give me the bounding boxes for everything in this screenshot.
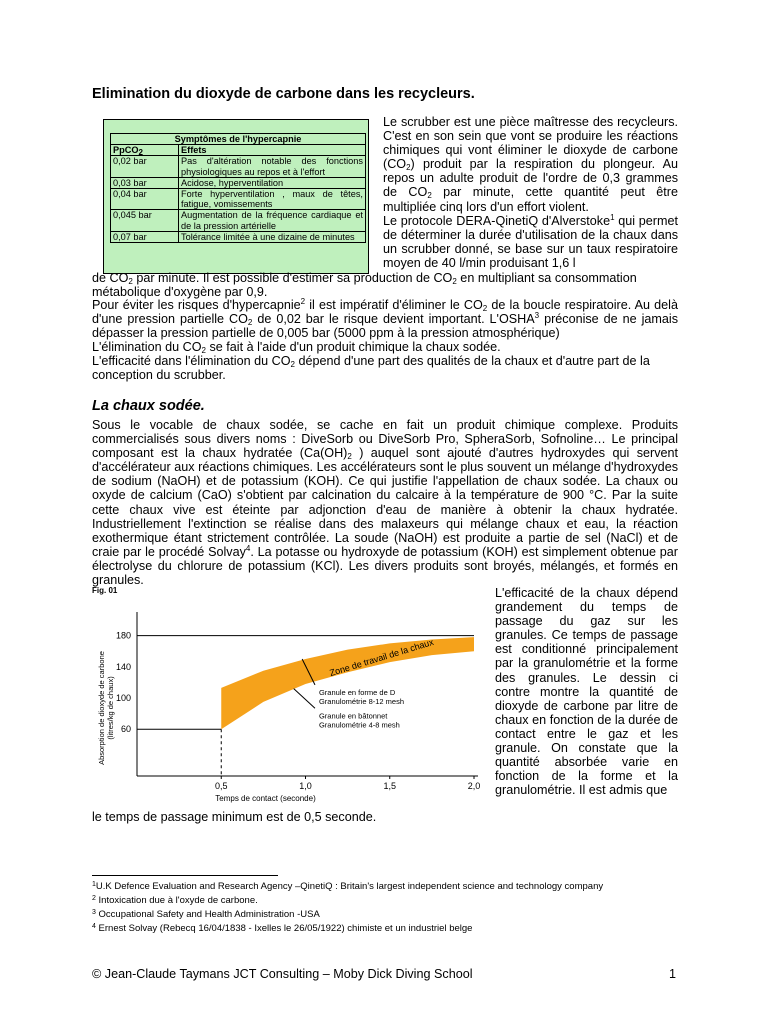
table-row: 0,045 bar Augmentation de la fréquence cardiaque et de la pression artérielle [111,210,366,231]
table-row: 0,04 bar Forte hyperventilation , maux de têtes, fatigue, vomissements [111,189,366,210]
y-axis-label: Absorption de dioxyde de carbone [97,651,106,765]
x-axis-label: Temps de contact (seconde) [215,794,316,803]
table-row: 0,07 bar Tolérance limitée à une dizaine de minutes [111,231,366,242]
annotation-d-line1: Granule en forme de D [318,687,396,697]
intro-side-text [383,115,678,270]
symptom-table [103,119,369,274]
figure-after-text: le temps de passage minimum est de 0,5 seconde. [92,810,377,824]
header-ppco2: PpCO$_2$ [111,145,179,156]
intro-paragraph-3: Pour éviter les risques d'hypercapnie$^2$ il est impératif d'éliminer le $CO_2$ de la boucle respiratoire. Au delà d'une pression partielle $CO_2$ de 0,02 bar le risque devient important. L'OSHA$^3$ préconise de ne jamais dépasser la pression partielle de 0,005 bar (5000 ppm à la pression atmosphérique) L'élimination du $CO_2$ se fait à l'aide d'un produit chimique la chaux sodée. L'efficacité dans l'élimination du $CO_2$ dépend d'une part des qualités de la chaux et d'autre part de la conception du scrubber. [92,297,678,383]
footnote-1: $^1$U.K Defence Evaluation and Research Agency –QinetiQ : Britain's largest independent science and technology company [92,881,604,892]
footnote-2: $^2$ Intoxication due à l'oxyde de carbone. [92,895,258,906]
annotation-stick-line1: Granule en bâtonnet [318,711,388,721]
section2-paragraph: Sous le vocable de chaux sodée, se cache en fait un produit chimique complexe. Produits commercialisés sous divers noms : DiveSorb ou DiveSorb Pro, SpheraSorb, Sofnoline… Le principal composant est la chaux hydratée ($Ca(OH)_2$ ) auquel sont ajouté d'autres hydroxydes qui servent d'accélérateur aux réactions chimiques. Les accélérateurs sont le plus souvent un mélange d'hydroxydes de sodium (NaOH) et de potassium (KOH). Ce qui justifie l'appellation de chaux sodée. La chaux ou oxyde de calcium (CaO) s'obtient par calcination du calcaire à la température de 900 °C. Par la suite cette chaux vive est éteinte par adjonction d'eau de manière à obtenir la chaux hydratée. Industriellement l'extinction se réalise dans des malaxeurs qui mélange chaux et eau, la réaction exothermique étant strictement contrôlée. La soude (NaOH) est produite a partie de sel (NaCl) et de craie par le procédé Solvay$^4$. La potasse ou hydroxyde de potassium (KOH) est simplement obtenue par électrolyse du chlorure de potassium (KCl). Les divers produits sont broyés, mélangés, et formés en granules. [92,418,679,588]
figure-side-text: L'efficacité de la chaux dépend grandement du temps de passage du gaz sur les granules. Ce temps de passage est conditionné principalement par la granulométrie et la forme des granules. Le dessin ci contre montre la quantité de dioxyde de carbone par litre de chaux en fonction de la durée de contact entre le gaz et les granule. On constate que la quantité absorbée varie en fonction de la forme et la granulométrie. Il est admis que [495,586,678,798]
table-header-row [111,145,366,156]
x-tick-label: 2,0 [467,781,481,791]
y-tick-label: 100 [115,693,131,703]
co2-absorption-chart [92,600,492,810]
annotation-arrow-2 [294,689,315,709]
y-tick-label: 60 [120,724,131,735]
table-caption: Symptômes de l'hypercapnie [111,134,366,145]
intro-line-metabolic: métabolique d'oxygène par 0,9. [92,285,268,299]
page-title: Elimination du dioxyde de carbone dans les recycleurs. [92,86,475,102]
y-tick-label: 180 [115,630,131,641]
intro-paragraph-2: Le protocole DERA-QinetiQ d'Alverstoke$^1$ qui permet de déterminer la durée d'utilisation de la chaux dans un scrubber donné, se base sur un taux respiratoire moyen de 40 l/min produisant 1,6 l [383,212,678,270]
x-tick-label: 1,5 [383,781,397,791]
y-axis-label-unit: (litres/kg de chaux) [106,676,115,740]
header-effets: Effets [179,145,366,156]
footnote-3: $^3$ Occupational Safety and Health Administration -USA [92,909,320,920]
annotation-d-line2: Granulométrie 8-12 mesh [318,696,405,706]
section-title: La chaux sodée. [92,398,205,414]
band-label: Zone de travail de la chaux [328,636,435,679]
annotation-stick-line2: Granulométrie 4-8 mesh [318,720,400,730]
table-row: 0,03 bar Acidose, hyperventilation [111,177,366,188]
page-number: 1 [669,967,677,981]
figure-label: Fig. 01 [92,586,118,595]
intro-paragraph-1: Le scrubber est une pièce maîtresse des recycleurs. C'est en son sein que vont se produire les réactions chimiques qui vont éliminer le dioxyde de carbone $(CO_2)$ produit par la respiration du plongeur. Au repos un adulte produit de l'ordre de 0,3 grammes de $CO_2$ par minute, cette quantité peut être multipliée cinq lors d'un effort violent. [383,115,679,214]
intro-line-co2: de $CO_2$ par minute. Il est possible d'estimer sa production de $CO_2$ en multipliant sa consommation [92,271,637,286]
table-row: 0,02 bar Pas d'altération notable des fonctions physiologiques au repos et à l'effort [111,156,366,177]
footnote-4: $^4$ Ernest Solvay (Rebecq 16/04/1838 - Ixelles le 26/05/1922) chimiste et un industriel belge [92,923,473,934]
y-tick-label: 140 [115,661,131,672]
footer-copyright: © Jean-Claude Taymans JCT Consulting – Moby Dick Diving School [92,967,473,981]
x-tick-label: 0,5 [214,781,228,791]
x-tick-label: 1,0 [299,781,312,791]
footnote-rule [92,875,278,876]
